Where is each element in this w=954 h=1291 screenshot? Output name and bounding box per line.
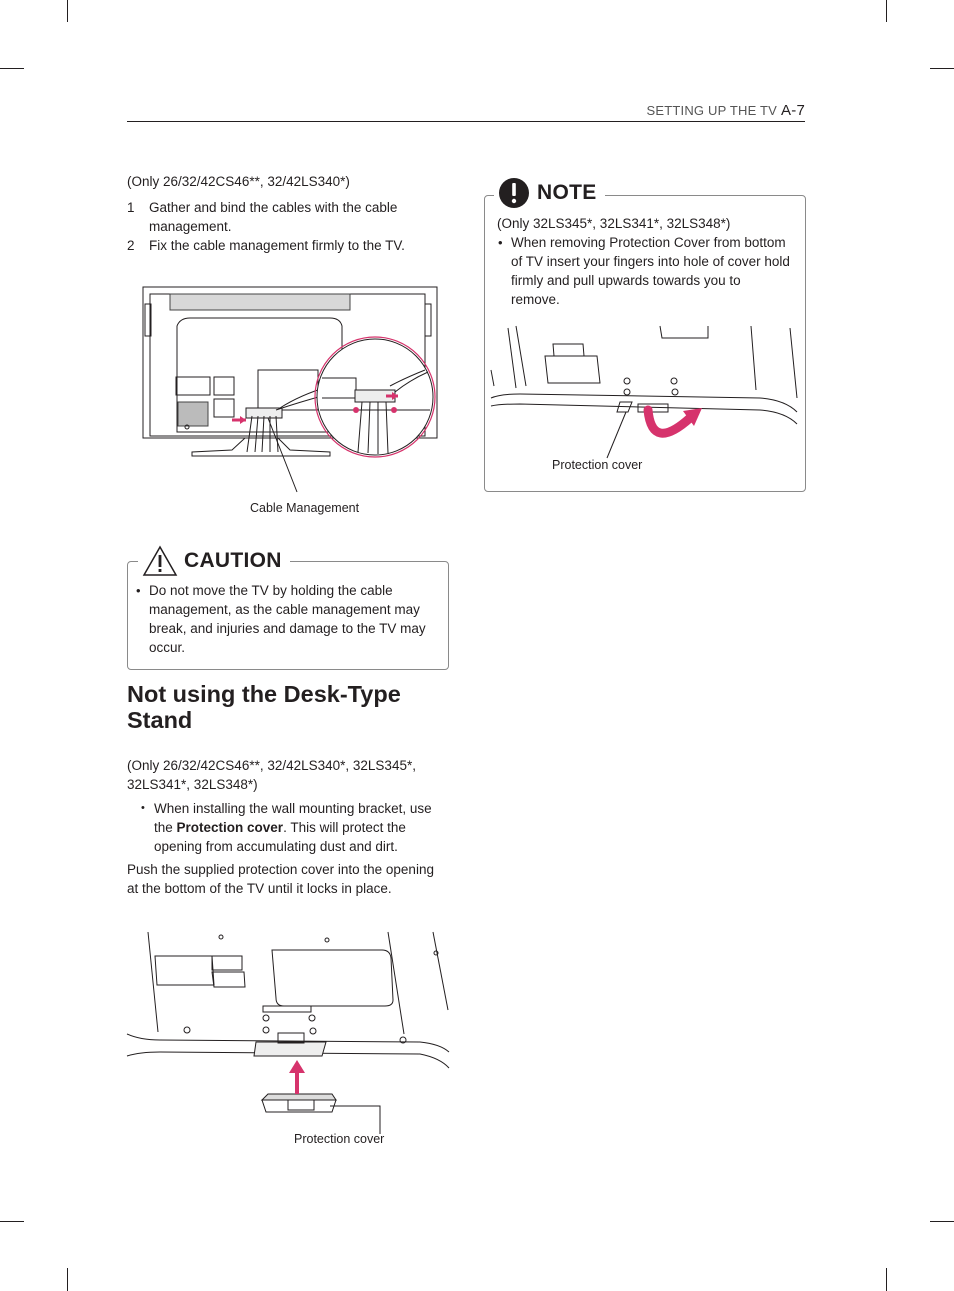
- caution-list: [135, 581, 443, 657]
- install-text-before: When installing the wall mounting bracket, use the: [154, 801, 432, 835]
- exclamation-icon: [498, 177, 530, 209]
- crop-mark: [886, 0, 887, 22]
- step-item: [127, 198, 427, 236]
- header-rule: [127, 121, 805, 122]
- install-item: [127, 799, 449, 856]
- steps-list: [127, 198, 427, 255]
- note-figure-caption: Protection cover: [552, 458, 643, 472]
- install-text-after: . This will protect the opening from accumulating dust and dirt.: [154, 820, 406, 854]
- crop-mark: [930, 1221, 954, 1222]
- header-section: SETTING UP THE TV: [646, 103, 778, 118]
- note-title: NOTE: [537, 181, 597, 204]
- step-text: Gather and bind the cables with the cable management.: [149, 200, 398, 234]
- figure2-caption: Protection cover: [294, 1132, 385, 1146]
- figure1-caption: Cable Management: [250, 501, 360, 515]
- step-text: Fix the cable management firmly to the TV.: [149, 238, 405, 253]
- note-list: [497, 233, 793, 309]
- section-title: Not using the Desk-Type Stand: [127, 681, 401, 733]
- protection-cover-term: Protection cover: [176, 820, 284, 835]
- note-models: (Only 32LS345*, 32LS341*, 32LS348*): [497, 216, 731, 231]
- models-note: (Only 26/32/42CS46**, 32/42LS340*): [127, 174, 350, 189]
- crop-mark: [930, 68, 954, 69]
- crop-mark: [67, 1268, 68, 1291]
- running-header: [560, 102, 805, 119]
- crop-mark: [886, 1268, 887, 1291]
- warning-icon: [142, 545, 178, 577]
- crop-mark: [67, 0, 68, 22]
- caution-item: • Do not move the TV by holding the cable management, as the cable management may break, and injuries and damage to the TV may occur.: [135, 581, 443, 657]
- note-heading: [494, 177, 605, 209]
- page-number: A-7: [781, 102, 805, 119]
- crop-mark: [0, 1221, 24, 1222]
- push-instruction: Push the supplied protection cover into the opening at the bottom of the TV until it locks in place.: [127, 862, 434, 896]
- models-note-2: (Only 26/32/42CS46**, 32/42LS340*, 32LS345*, 32LS341*, 32LS348*): [127, 758, 416, 792]
- caution-heading: [138, 545, 290, 577]
- caution-title: CAUTION: [184, 549, 282, 572]
- step-item: [127, 236, 427, 255]
- step-number: 2: [127, 238, 135, 253]
- install-bullets: [127, 799, 449, 856]
- step-number: 1: [127, 200, 135, 215]
- note-item: • When removing Protection Cover from bottom of TV insert your fingers into hole of cover hold firmly and pull upwards towards you to remove.: [497, 233, 793, 309]
- crop-mark: [0, 68, 24, 69]
